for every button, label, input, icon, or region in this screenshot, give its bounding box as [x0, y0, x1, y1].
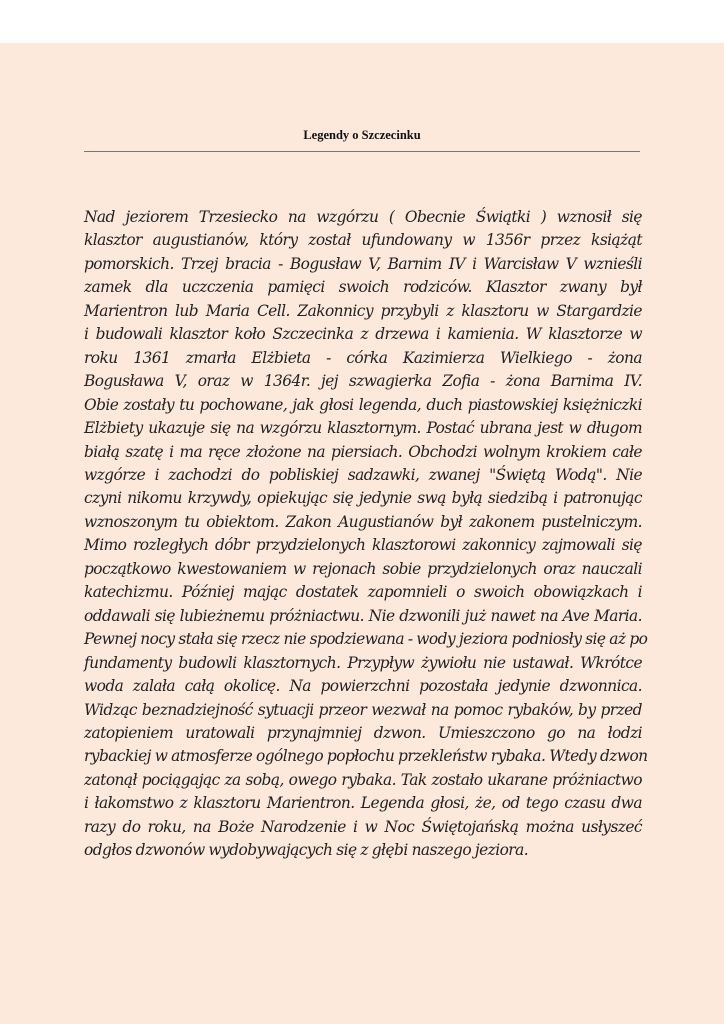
text-line: rybackiej w atmosferze ogólnego popłochu przekleństw rybaka. Wtedy dzwon — [84, 747, 648, 766]
header-divider — [84, 151, 640, 152]
text-line: katechizmu. Później mając dostatek zapomnieli o swoich obowiązkach i — [84, 583, 642, 602]
page-header-title: Legendy o Szczecinku — [303, 128, 421, 142]
text-line: zatonął pociągając za sobą, owego rybaka. Tak zostało ukarane próżniactwo — [84, 770, 642, 789]
text-line: początkowo kwestowaniem w rejonach sobie przydzielonych oraz nauczali — [84, 559, 642, 578]
text-line: zatopieniem uratowali przynajmniej dzwon. Umieszczono go na łodzi — [84, 723, 642, 742]
text-line: Widząc beznadziejność sytuacji przeor wezwał na pomoc rybaków, by przed — [84, 700, 642, 719]
text-line: Obie zostały tu pochowane, jak głosi legenda, duch piastowskiej księżniczki — [84, 395, 642, 414]
text-line: Nad jeziorem Trzesiecko na wzgórzu ( Obecnie Świątki ) wznosił się — [84, 208, 642, 226]
text-line: i budowali klasztor koło Szczecinka z drzewa i kamienia. W klasztorze w — [84, 325, 642, 344]
text-line: oddawali się lubieżnemu próżniactwu. Nie dzwonili już nawet na Ave Maria. — [84, 606, 642, 625]
text-line: czyni nikomu krzywdy, opiekując się jedynie swą byłą siedzibą i patronując — [84, 489, 642, 508]
text-line: Mimo rozległych dóbr przydzielonych klasztorowi zakonnicy zajmowali się — [84, 536, 642, 555]
text-line: woda zalała całą okolicę. Na powierzchni pozostała jedynie dzwonnica. — [84, 677, 642, 696]
text-line: Bogusława V, oraz w 1364r. jej szwagierka Zofia - żona Barnima IV. — [84, 372, 642, 391]
text-line: fundamenty budowli klasztornych. Przypływ żywiołu nie ustawał. Wkrótce — [84, 653, 642, 672]
text-line: Elżbiety ukazuje się na wzgórzu klasztornym. Postać ubrana jest w długom — [84, 419, 642, 438]
text-line: zamek dla uczczenia pamięci swoich rodziców. Klasztor zwany był — [84, 278, 642, 297]
document-page — [0, 43, 724, 1024]
text-line: pomorskich. Trzej bracia - Bogusław V, Barnim IV i Warcisław V wznieśli — [84, 254, 642, 273]
text-line: wznoszonym tu obiektom. Zakon Augustianów był zakonem pustelniczym. — [84, 512, 642, 531]
text-line: białą szatę i ma ręce złożone na piersiach. Obchodzi wolnym krokiem całe — [84, 442, 642, 461]
text-line: razy do roku, na Boże Narodzenie i w Noc Świętojańską można usłyszeć — [84, 817, 642, 836]
text-line: i łakomstwo z klasztoru Marientron. Legenda głosi, że, od tego czasu dwa — [84, 794, 642, 813]
legend-paragraph — [84, 206, 648, 863]
text-line: wzgórze i zachodzi do pobliskiej sadzawki, zwanej "Świętą Wodą". Nie — [84, 465, 642, 484]
text-line: odgłos dzwonów wydobywających się z głębi naszego jeziora. — [84, 841, 529, 860]
text-line: Marientron lub Maria Cell. Zakonnicy przybyli z klasztoru w Stargardzie — [84, 301, 642, 320]
text-line: klasztor augustianów, który został ufundowany w 1356r przez książąt — [84, 231, 642, 250]
text-line: Pewnej nocy stała się rzecz nie spodziewana - wody jeziora podniosły się aż po — [84, 630, 648, 649]
text-line: roku 1361 zmarła Elżbieta - córka Kazimierza Wielkiego - żona — [84, 348, 642, 367]
